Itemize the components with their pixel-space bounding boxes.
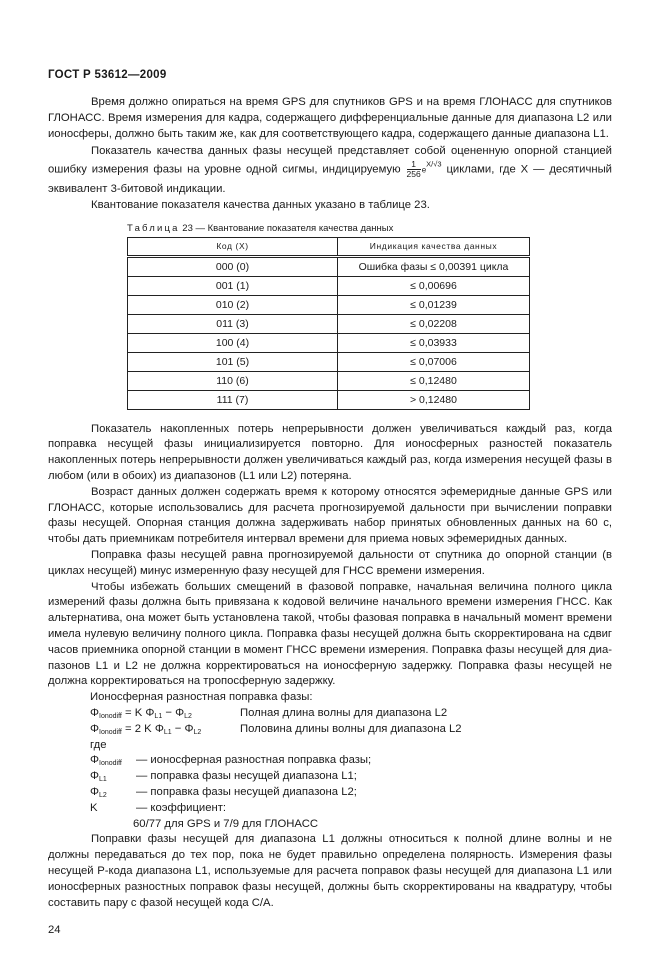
formula-part: = 2 K Φ: [121, 722, 164, 735]
symbol: Φ: [90, 754, 100, 767]
where-label: где: [90, 738, 107, 751]
subscript: L2: [184, 713, 192, 721]
subscript: L2: [193, 728, 202, 736]
formula-half-wavelength: [90, 722, 612, 738]
paragraph-table-ref: Квантование показателя качества данных указано в таблице 23.: [91, 198, 430, 211]
phi-symbol: Φ: [90, 722, 100, 735]
quality-indication-cell: > 0,12480: [338, 390, 530, 409]
code-cell: 001 (1): [128, 276, 338, 295]
table-row: [128, 276, 530, 295]
fraction: [407, 160, 421, 179]
table-row: [128, 314, 530, 333]
table-caption: [127, 223, 612, 235]
subscript: Ionodiff: [99, 713, 122, 721]
definition-text: — коэффициент:: [136, 801, 227, 814]
caption-text: 23 — Квантование показателя качества данных: [182, 222, 394, 234]
definition-text: — поправка фазы несущей диапазона L1;: [136, 770, 357, 783]
paragraph-phase-correction: Поправка фазы несущей равна прогнозируемой дальности от спутника до опорной станции (в циклах несущей) минус измеренную фазу несущей для ГНСС времени измерения.: [48, 549, 612, 577]
quality-table: [127, 237, 530, 410]
symbol: K: [90, 801, 98, 814]
quality-indication-cell: ≤ 0,07006: [338, 352, 530, 371]
definition-item: [90, 785, 612, 801]
code-cell: 000 (0): [128, 256, 338, 276]
quality-indication-cell: Ошибка фазы ≤ 0,00391 цикла: [338, 256, 530, 276]
formula-note: Полная длина волны для диапазона L2: [240, 707, 448, 720]
caption-prefix: Таблица: [127, 222, 180, 234]
code-cell: 101 (5): [128, 352, 338, 371]
code-cell: 011 (3): [128, 314, 338, 333]
code-cell: 111 (7): [128, 390, 338, 409]
formula-part: = K Φ: [121, 707, 155, 720]
formula-full-wavelength: [90, 706, 612, 722]
fraction-numerator: 1: [407, 160, 421, 170]
quality-indication-cell: ≤ 0,01239: [338, 295, 530, 314]
table-row: [128, 390, 530, 409]
quality-text-before: Показатель качества данных фазы несущей представляет собой оцененную опорной станцией ошибку измерения фазы на уровне одной сигмы, индицируемую: [48, 145, 612, 176]
subscript: Ionodiff: [99, 728, 122, 736]
formula-note: Половина длины волны для диапазона L2: [240, 722, 462, 735]
table-row: [128, 256, 530, 276]
exp-base: e: [421, 165, 427, 175]
paragraph-data-age: Возраст данных должен содержать время к которому относятся эфемеридные данные GPS или ГЛОНАСС, которые использовались для расчета прогнозируемой дальности при вычислении поправки фазы несущей. Опорная станция должна задерживать набор принятых обновленных данных на 60 с, чтобы дать приемникам потребителя интервал времени для приема новых эфемеридных данных.: [48, 485, 612, 546]
quality-indication-cell: ≤ 0,03933: [338, 333, 530, 352]
table-row: [128, 333, 530, 352]
code-cell: 110 (6): [128, 371, 338, 390]
quality-indication-cell: ≤ 0,12480: [338, 371, 530, 390]
paragraph-time-reference: Время должно опираться на время GPS для спутников GPS и на время ГЛОНАСС для спутников ГЛОНАСС. Время измерения для кадра, содержащего дифференциальные данные для диапазона L2 или ионосферы, должно быть таким же, как для соответствующего кадра, содержащего данные диапазона L1.: [48, 96, 612, 140]
paragraph-l1-corrections: Поправки фазы несущей для диапазона L1 должны относиться к полной длине волны и не должны передаваться до тех пор, пока не будет правильно определена полярность. Измерения фазы несущей Р-кода диапазона L1, используемые для расчета поправок фазы несущей для диапазона L1 или ионосферных разностных поправок фазы несущей, должны быть скорректированы на квадратуру, чтобы составить пару с фазой несущей кода С/А.: [48, 833, 612, 909]
symbol: Φ: [90, 786, 100, 798]
paragraph-continuity-loss: Показатель накопленных потерь непрерывности должен увеличиваться каждый раз, когда поправка несущей фазы инициализируется повторно. Для ионосферных разностей показатель накопленных потерь непрерывности должен увеличиваться каждый раз, когда измерения несущей фазы в любом (или в обоих) из диапазонов (L1 или L2) потеряна.: [48, 422, 612, 483]
subscript: Ionodiff: [99, 760, 122, 768]
subscript: L1: [154, 713, 163, 721]
paragraph-offsets: Чтобы избежать больших смещений в фазовой поправке, начальная величина полного цикла измерений фазы должна быть привязана к кодовой величине начального времени измерения ГНСС. Как альтернатива, она может быть установлена такой, чтобы фазовая поправка в начальный момент времени имела нулевую величину полного цикла. Поправка фазы несущей должна быть скорректирована на сдвиг часов приемника опорной станции в момент ГНСС времени измерения. Поправка фазы несущей для диапазонов L1 и L2 не должна корректироваться на ионосферную задержку. Поправка фазы несущей не должна корректироваться на тропосферную задержку.: [48, 580, 612, 688]
code-cell: 100 (4): [128, 333, 338, 352]
definition-item: [90, 801, 612, 817]
paragraph-quality-indicator: [48, 142, 612, 197]
definitions-list: [90, 753, 612, 816]
exponent: X/√3: [426, 159, 442, 169]
definition-item: [90, 753, 612, 769]
definition-item: [90, 769, 612, 785]
code-cell: 010 (2): [128, 295, 338, 314]
formula-part: − Φ: [162, 707, 185, 720]
quality-text-after: циклами, где X — десятичный эквивалент 3-битовой индикации.: [48, 163, 612, 195]
formula-intro: Ионосферная разностная поправка фазы:: [90, 691, 313, 704]
definition-text: — поправка фазы несущей диапазона L2;: [136, 786, 357, 798]
table-header-indication: Индикация качества данных: [338, 237, 530, 256]
subscript: L1: [99, 776, 107, 784]
fraction-denominator: 256: [406, 169, 421, 180]
subscript: L2: [99, 792, 107, 799]
definition-text: — ионосферная разностная поправка фазы;: [136, 754, 372, 767]
definition-symbol: [90, 753, 136, 769]
table-row: [128, 371, 530, 390]
definition-symbol: [90, 801, 136, 817]
document-header: ГОСТ Р 53612—2009: [48, 69, 167, 81]
page-number: 24: [48, 924, 61, 937]
subscript: L1: [163, 728, 172, 736]
table-row: [128, 352, 530, 371]
quality-indication-cell: ≤ 0,00696: [338, 276, 530, 295]
table-header-code: Код (X): [128, 237, 338, 256]
phi-symbol: Φ: [90, 707, 100, 720]
definition-symbol: [90, 785, 136, 801]
definition-symbol: [90, 769, 136, 785]
symbol: Φ: [90, 770, 100, 783]
table-row: [128, 295, 530, 314]
formula-part: − Φ: [171, 722, 194, 735]
quality-indication-cell: ≤ 0,02208: [338, 314, 530, 333]
k-values: 60/77 для GPS и 7/9 для ГЛОНАСС: [133, 817, 319, 830]
